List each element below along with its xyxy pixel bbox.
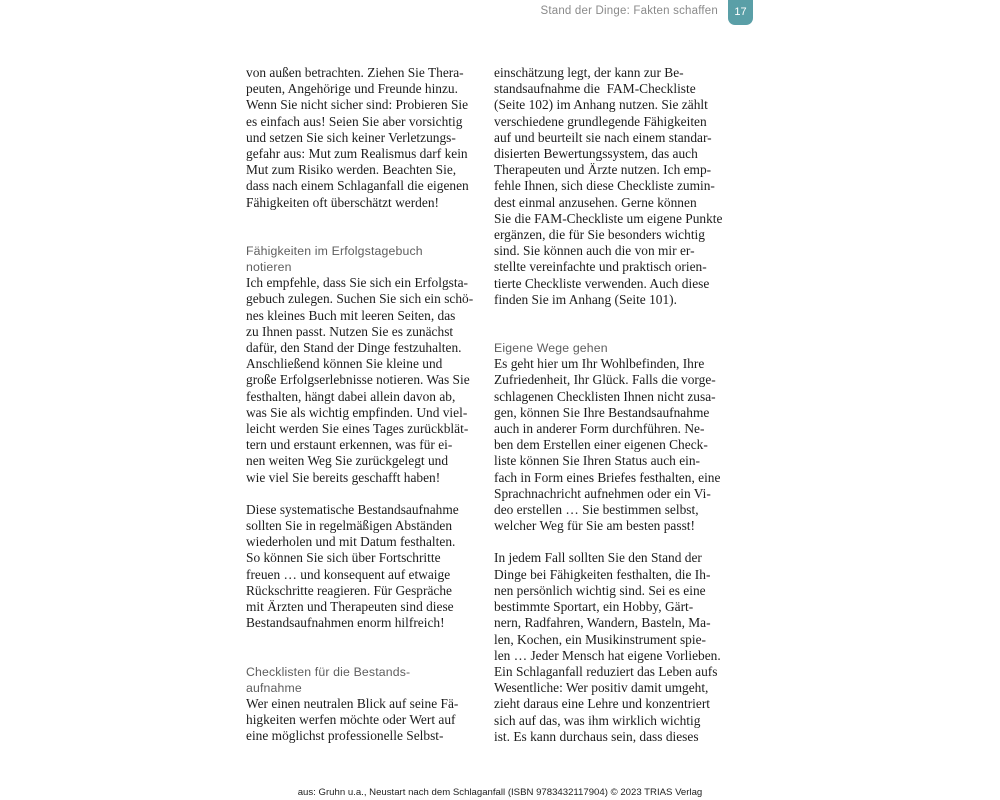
page-number-badge: 17	[728, 0, 753, 25]
paragraph: Diese systematische Bestandsaufnahme sollten Sie in regelmäßigen Abständen wiederholen und mit Datum festhalten. So können Sie sich über Fortschritte freuen … und konsequent auf etwaige Rückschritte reagieren. Für Gespräche mit Ärzten und Therapeuten sind diese Bestandsaufnahmen enorm hilfreich!	[246, 501, 459, 631]
section-heading: Checklisten für die Bestands- aufnahme	[246, 664, 411, 695]
left-column	[246, 65, 478, 745]
right-column	[494, 65, 726, 745]
paragraph: Es geht hier um Ihr Wohlbefinden, Ihre Zufriedenheit, Ihr Glück. Falls die vorge- schlagenen Checklisten Ihnen nicht zusa- gen, können Sie Ihre Bestandsaufnahme auch in anderer Form durchführen. Ne- ben dem Erstellen einer eigenen Check- liste können Sie Ihren Status auch ein- fach in Form eines Briefes festhalten, eine Sprachnachricht aufnehmen oder ein Vi- deo erstellen … Sie bestimmen selbst, welcher Weg für Sie am besten passt!	[494, 356, 721, 534]
paragraph: einschätzung legt, der kann zur Be- standsaufnahme die FAM-Checkliste (Seite 102) im Anhang nutzen. Sie zählt verschiedene grundlegende Fähigkeiten auf und beurteilt sie nach einem standar- disierten Bewertungssystem, das auch Therapeuten und Ärzte nutzen. Ich emp- fehle Ihnen, sich diese Checkliste zumin- dest einmal anzusehen. Gerne können Sie die FAM-Checkliste um eigene Punkte ergänzen, die für Sie besonders wichtig sind. Sie können auch die von mir er- stellte vereinfachte und praktisch orien- tierte Checkliste verwenden. Auch diese finden Sie im Anhang (Seite 101).	[494, 65, 723, 307]
section-heading: Eigene Wege gehen	[494, 341, 608, 356]
section-heading: Fähigkeiten im Erfolgstagebuch notieren	[246, 243, 423, 275]
footer-citation: aus: Gruhn u.a., Neustart nach dem Schlaganfall (ISBN 9783432117904) © 2023 TRIAS Verlag	[297, 787, 703, 798]
running-header	[0, 0, 1000, 26]
paragraph: von außen betrachten. Ziehen Sie Thera- peuten, Angehörige und Freunde hinzu. Wenn Sie nicht sicher sind: Probieren Sie es einfach aus! Seien Sie aber vorsichtig und setzen Sie sich keiner Verletzungs- gefahr aus: Mut zum Realismus darf kein Mut zum Risiko werden. Beachten Sie, dass nach einem Schlaganfall die eigenen Fähigkeiten oft überschätzt werden!	[246, 65, 469, 210]
paragraph: Ich empfehle, dass Sie sich ein Erfolgsta- gebuch zulegen. Suchen Sie sich ein schö- nes kleines Buch mit leeren Seiten, das zu Ihnen passt. Nutzen Sie es zunächst dafür, den Stand der Dinge festzuhalten. Anschließend können Sie kleine und große Erfolgserlebnisse notieren. Was Sie festhalten, hängt dabei allein davon ab, was Sie als wichtig empfinden. Und viel- leicht werden Sie eines Tages zurückblät- tern und erstaunt erkennen, was für ei- nen weiten Weg Sie zurückgelegt und wie viel Sie bereits geschafft haben!	[246, 275, 474, 485]
paragraph: In jedem Fall sollten Sie den Stand der Dinge bei Fähigkeiten festhalten, die Ih- nen persönlich wichtig sind. Sei es eine bestimmte Sportart, ein Hobby, Gärt- nern, Radfahren, Wandern, Basteln, Ma- len, Kochen, ein Musikinstrument spie- len … Jeder Mensch hat eigene Vorlieben. Ein Schlaganfall reduziert das Leben aufs Wesentliche: Wer positiv damit umgeht, zieht daraus eine Lehre und konzentriert sich auf das, was ihm wirklich wichtig ist. Es kann durchaus sein, dass dieses	[494, 550, 721, 744]
running-header-title: Stand der Dinge: Fakten schaffen	[540, 5, 718, 17]
paragraph: Wer einen neutralen Blick auf seine Fä- higkeiten werfen möchte oder Wert auf eine möglichst professionelle Selbst-	[246, 695, 459, 744]
